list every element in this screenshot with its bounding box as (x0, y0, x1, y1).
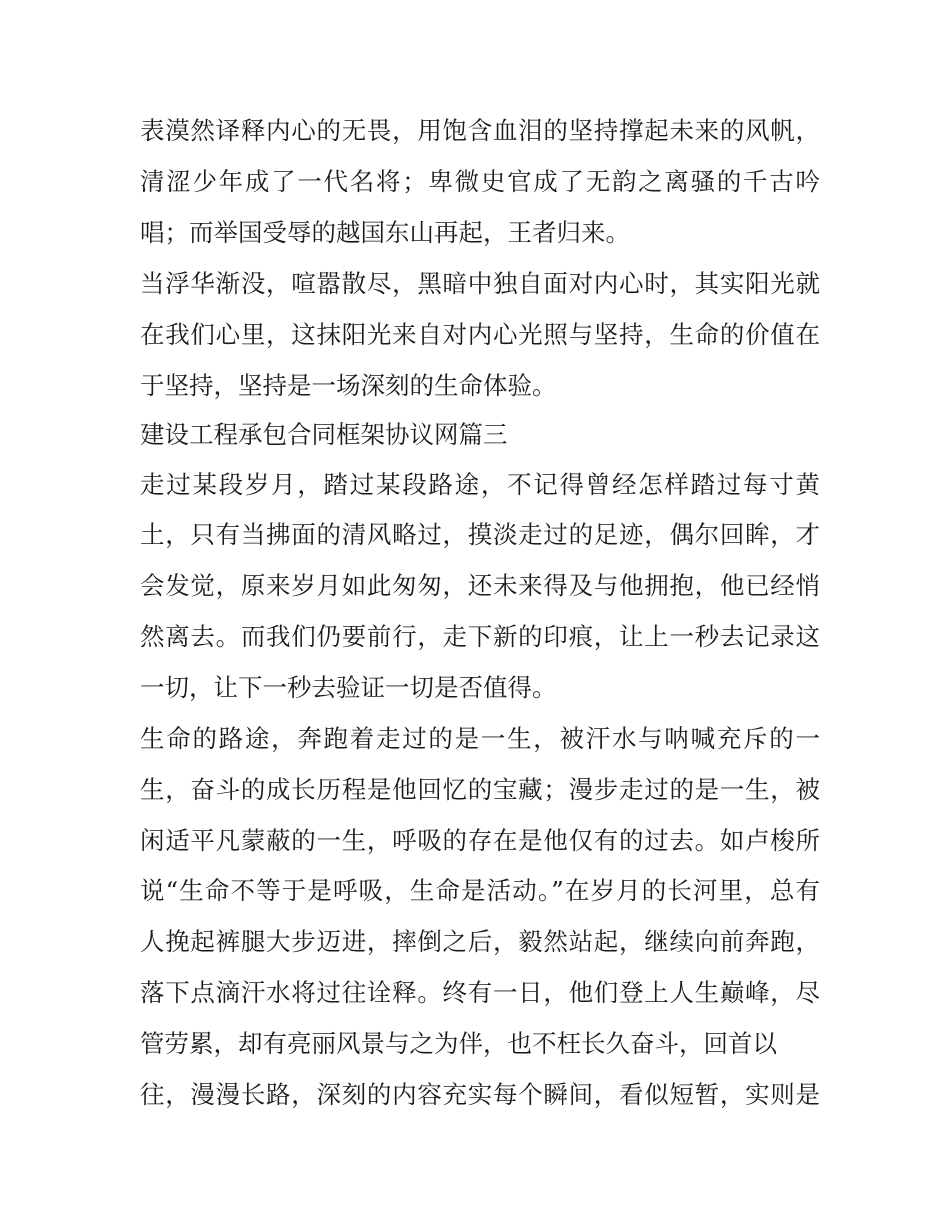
text-line: 走过某段岁月，踏过某段路途，不记得曾经怎样踏过每寸黄 (140, 470, 820, 499)
text-line: 会发觉，原来岁月如此匆匆，还未来得及与他拥抱，他已经悄 (140, 571, 820, 600)
section-heading: 建设工程承包合同框架协议网篇三 (140, 420, 508, 449)
text-line: 说“生命不等于是呼吸，生命是活动。”在岁月的长河里，总有 (140, 876, 820, 905)
text-line: 表漠然译释内心的无畏，用饱含血泪的坚持撑起未来的风帆， (140, 116, 820, 145)
text-line: 生命的路途，奔跑着走过的是一生，被汗水与呐喊充斥的一 (140, 724, 820, 753)
text-line: 管劳累，却有亮丽风景与之为伴，也不枉长久奋斗，回首以 (140, 1029, 777, 1058)
text-line: 人挽起裤腿大步迈进，摔倒之后，毅然站起，继续向前奔跑， (140, 927, 820, 956)
text-line: 然离去。而我们仍要前行，走下新的印痕，让上一秒去记录这 (140, 622, 820, 651)
text-line: 于坚持，坚持是一场深刻的生命体验。 (140, 371, 557, 400)
text-line: 土，只有当拂面的清风略过，摸淡走过的足迹，偶尔回眸，才 (140, 520, 820, 549)
text-line: 一切，让下一秒去验证一切是否值得。 (140, 673, 557, 702)
text-line: 落下点滴汗水将过往诠释。终有一日，他们登上人生巅峰，尽 (140, 978, 820, 1007)
text-line: 在我们心里，这抹阳光来自对内心光照与坚持，生命的价值在 (140, 320, 820, 349)
text-line: 闲适平凡蒙蔽的一生，呼吸的存在是他仅有的过去。如卢梭所 (140, 826, 820, 855)
text-line: 当浮华渐没，喧嚣散尽，黑暗中独自面对内心时，其实阳光就 (140, 269, 820, 298)
text-line: 往，漫漫长路，深刻的内容充实每个瞬间，看似短暂，实则是 (140, 1080, 820, 1109)
text-line: 生，奋斗的成长历程是他回忆的宝藏；漫步走过的是一生，被 (140, 775, 820, 804)
text-line: 清涩少年成了一代名将；卑微史官成了无韵之离骚的千古吟 (140, 167, 820, 196)
text-line: 唱；而举国受辱的越国东山再起，王者归来。 (140, 218, 630, 247)
